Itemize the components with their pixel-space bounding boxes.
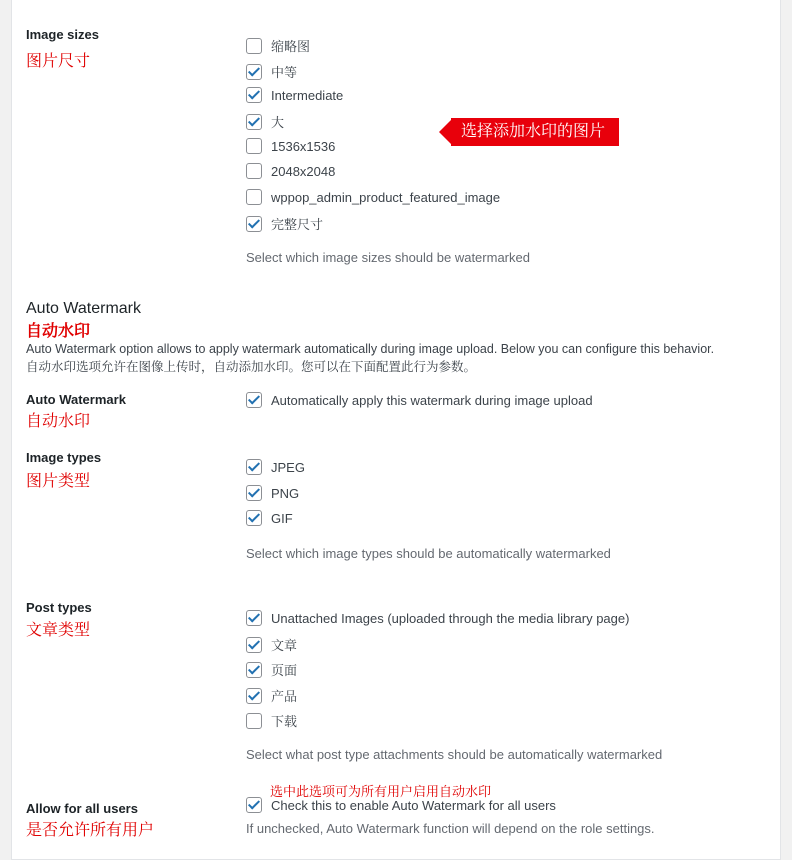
post-types-description: Select what post type attachments should be automatically watermarked [246, 747, 663, 762]
post-types-label: Post types [26, 600, 92, 615]
section-title-cn: 自动水印 [26, 323, 91, 340]
all-users-label-cn: 是否允许所有用户 [26, 822, 155, 839]
checkbox[interactable] [246, 485, 262, 501]
checkbox[interactable] [246, 662, 262, 678]
image-size-option-1536[interactable]: 1536x1536 [246, 138, 335, 154]
image-size-option-full[interactable]: 完整尺寸 [246, 214, 323, 233]
post-type-option-unattached[interactable]: Unattached Images (uploaded through the media library page) [246, 610, 629, 626]
post-type-option-product[interactable]: 产品 [246, 686, 297, 705]
image-size-option-featured[interactable]: wppop_admin_product_featured_image [246, 189, 500, 205]
checkbox[interactable] [246, 64, 262, 80]
image-types-label-cn: 图片类型 [26, 473, 91, 490]
checkbox[interactable] [246, 637, 262, 653]
checkbox[interactable] [246, 510, 262, 526]
image-sizes-label-cn: 图片尺寸 [26, 53, 91, 70]
annotation-callout: 选择添加水印的图片 [451, 118, 619, 146]
checkbox[interactable] [246, 688, 262, 704]
section-description: Auto Watermark option allows to apply watermark automatically during image upload. Below you can configure this behavior. [26, 342, 715, 356]
image-size-option-2048[interactable]: 2048x2048 [246, 163, 335, 179]
image-type-option-png[interactable]: PNG [246, 485, 299, 501]
post-type-option-page[interactable]: 页面 [246, 660, 297, 679]
settings-panel [11, 0, 781, 860]
checkbox[interactable] [246, 163, 262, 179]
post-type-option-download[interactable]: 下载 [246, 711, 297, 730]
image-size-option-thumbnail[interactable]: 缩略图 [246, 36, 310, 55]
checkbox[interactable] [246, 138, 262, 154]
image-type-option-gif[interactable]: GIF [246, 510, 293, 526]
image-size-option-medium[interactable]: 中等 [246, 62, 297, 81]
checkbox[interactable] [246, 114, 262, 130]
image-size-option-intermediate[interactable]: Intermediate [246, 87, 343, 103]
all-users-description: If unchecked, Auto Watermark function will depend on the role settings. [246, 821, 655, 836]
post-type-option-post[interactable]: 文章 [246, 635, 297, 654]
all-users-label: Allow for all users [26, 801, 138, 816]
all-users-hint-cn: 选中此选项可为所有用户启用自动水印 [270, 784, 492, 799]
checkbox[interactable] [246, 392, 262, 408]
all-users-option[interactable]: Check this to enable Auto Watermark for all users [246, 797, 556, 813]
section-description-cn: 自动水印选项允许在图像上传时，自动添加水印。您可以在下面配置此行为参数。 [26, 360, 477, 374]
image-sizes-description: Select which image sizes should be watermarked [246, 250, 530, 265]
checkbox[interactable] [246, 189, 262, 205]
checkbox[interactable] [246, 87, 262, 103]
image-types-description: Select which image types should be automatically watermarked [246, 546, 611, 561]
auto-watermark-label: Auto Watermark [26, 392, 126, 407]
checkbox[interactable] [246, 610, 262, 626]
section-title: Auto Watermark [26, 300, 141, 317]
auto-watermark-label-cn: 自动水印 [26, 413, 91, 430]
checkbox[interactable] [246, 713, 262, 729]
image-sizes-label: Image sizes [26, 27, 99, 42]
checkbox[interactable] [246, 459, 262, 475]
checkbox[interactable] [246, 797, 262, 813]
checkbox[interactable] [246, 38, 262, 54]
auto-watermark-option[interactable]: Automatically apply this watermark during image upload [246, 392, 593, 408]
post-types-label-cn: 文章类型 [26, 622, 91, 639]
image-size-option-large[interactable]: 大 [246, 112, 284, 131]
image-types-label: Image types [26, 450, 102, 465]
checkbox[interactable] [246, 216, 262, 232]
image-type-option-jpeg[interactable]: JPEG [246, 459, 305, 475]
